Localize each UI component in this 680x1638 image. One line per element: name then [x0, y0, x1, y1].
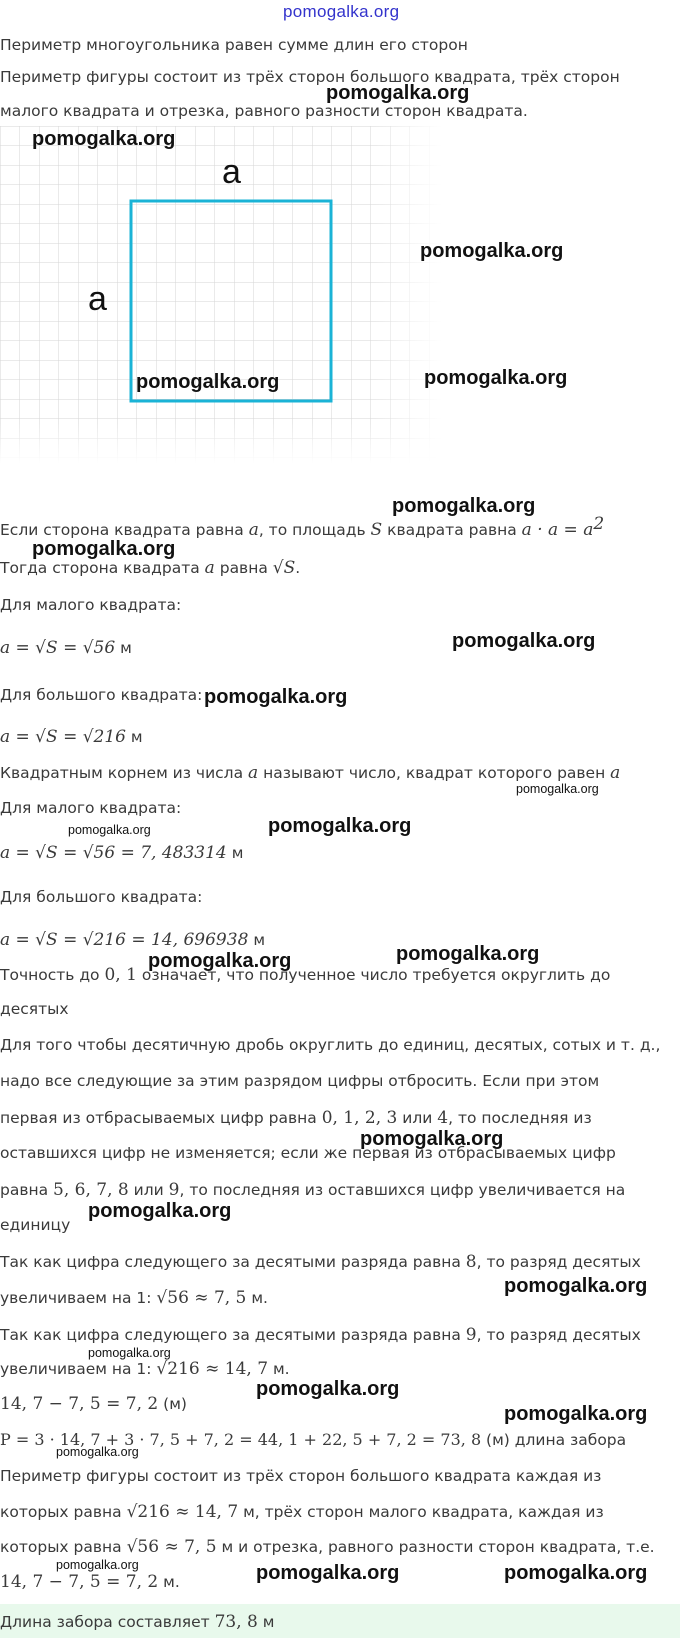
watermark: pomogalka.org: [256, 1562, 400, 1584]
grid-diagram: [0, 126, 442, 464]
text-line: Так как цифра следующего за десятыми разряда равна 8, то разряд десятых: [0, 1252, 641, 1272]
side-label-left: a: [88, 280, 107, 318]
text-line: Точность до 0, 1 означает, что полученное число требуется округлить до: [0, 965, 611, 985]
watermark: pomogalka.org: [360, 1128, 504, 1150]
text-line: увеличиваем на 1: √56 ≈ 7, 5 м.: [0, 1288, 268, 1308]
text-line: Периметр фигуры состоит из трёх сторон большого квадрата каждая из: [0, 1467, 602, 1485]
formula-line: 14, 7 − 7, 5 = 7, 2 м.: [0, 1572, 180, 1592]
text-line: Квадратным корнем из числа a называют число, квадрат которого равен a: [0, 763, 621, 783]
text-line: Если сторона квадрата равна a, то площадь S квадрата равна $a \cdot a = a^2$: [0, 514, 605, 541]
text-line: надо все следующие за этим разрядом цифры отбросить. Если при этом: [0, 1072, 600, 1090]
watermark: pomogalka.org: [136, 371, 280, 393]
formula-line: a = √S = √216 = 14, 696938 м: [0, 930, 266, 950]
text-line: десятых: [0, 1000, 69, 1018]
watermark: pomogalka.org: [420, 240, 564, 262]
watermark: pomogalka.org: [504, 1403, 648, 1425]
watermark: pomogalka.org: [148, 950, 292, 972]
text-line: Для большого квадрата:: [0, 686, 203, 704]
text-line: Для того чтобы десятичную дробь округлить до единиц, десятых, сотых и т. д.,: [0, 1036, 661, 1054]
answer-text: Длина забора составляет 73, 8 м: [0, 1612, 275, 1632]
text-line: первая из отбрасываемых цифр равна 0, 1, 2, 3 или 4, то последняя из: [0, 1108, 592, 1128]
text-line: равна 5, 6, 7, 8 или 9, то последняя из оставшихся цифр увеличивается на: [0, 1180, 626, 1200]
text-line: Тогда сторона квадрата a равна √S.: [0, 558, 301, 578]
watermark: pomogalka.org: [516, 782, 599, 796]
text-line: малого квадрата и отрезка, равного разности сторон квадрата.: [0, 102, 528, 120]
watermark: pomogalka.org: [56, 1445, 139, 1459]
text-line: Для малого квадрата:: [0, 799, 182, 817]
watermark: pomogalka.org: [326, 82, 470, 104]
watermark: pomogalka.org: [204, 686, 348, 708]
text-line: увеличиваем на 1: √216 ≈ 14, 7 м.: [0, 1359, 290, 1379]
watermark: pomogalka.org: [68, 823, 151, 837]
text-line: которых равна √216 ≈ 14, 7 м, трёх сторон малого квадрата, каждая из: [0, 1502, 604, 1522]
watermark: pomogalka.org: [504, 1562, 648, 1584]
watermark: pomogalka.org: [256, 1378, 400, 1400]
formula-line: a = √S = √216 м: [0, 727, 143, 747]
watermark: pomogalka.org: [268, 815, 412, 837]
watermark: pomogalka.org: [392, 495, 536, 517]
text-line: Для малого квадрата:: [0, 596, 182, 614]
watermark: pomogalka.org: [56, 1558, 139, 1572]
text-line: которых равна √56 ≈ 7, 5 м и отрезка, равного разности сторон квадрата, т.е.: [0, 1537, 655, 1557]
watermark: pomogalka.org: [424, 367, 568, 389]
site-header-link[interactable]: pomogalka.org: [283, 2, 400, 21]
watermark: pomogalka.org: [88, 1200, 232, 1222]
watermark: pomogalka.org: [32, 538, 176, 560]
watermark: pomogalka.org: [88, 1346, 171, 1360]
formula-line: a = √S = √56 = 7, 483314 м: [0, 843, 244, 863]
text-line: Так как цифра следующего за десятыми разряда равна 9, то разряд десятых: [0, 1325, 641, 1345]
formula-line: P = 3 · 14, 7 + 3 · 7, 5 + 7, 2 = 44, 1 + 22, 5 + 7, 2 = 73, 8 (м) длина забора: [0, 1430, 627, 1449]
watermark: pomogalka.org: [396, 943, 540, 965]
text-line: Периметр фигуры состоит из трёх сторон большого квадрата, трёх сторон: [0, 68, 620, 86]
side-label-top: a: [222, 153, 241, 191]
square-figure: [0, 126, 442, 464]
formula-line: 14, 7 − 7, 5 = 7, 2 (м): [0, 1394, 187, 1414]
text-line: оставшихся цифр не изменяется; если же первая из отбрасываемых цифр: [0, 1144, 616, 1162]
text-line: Для большого квадрата:: [0, 888, 203, 906]
text-line: Периметр многоугольника равен сумме длин его сторон: [0, 36, 468, 54]
formula-line: a = √S = √56 м: [0, 638, 132, 658]
answer-box: [0, 1604, 680, 1638]
watermark: pomogalka.org: [32, 128, 176, 150]
text-line: единицу: [0, 1216, 71, 1234]
watermark: pomogalka.org: [452, 630, 596, 652]
watermark: pomogalka.org: [504, 1275, 648, 1297]
